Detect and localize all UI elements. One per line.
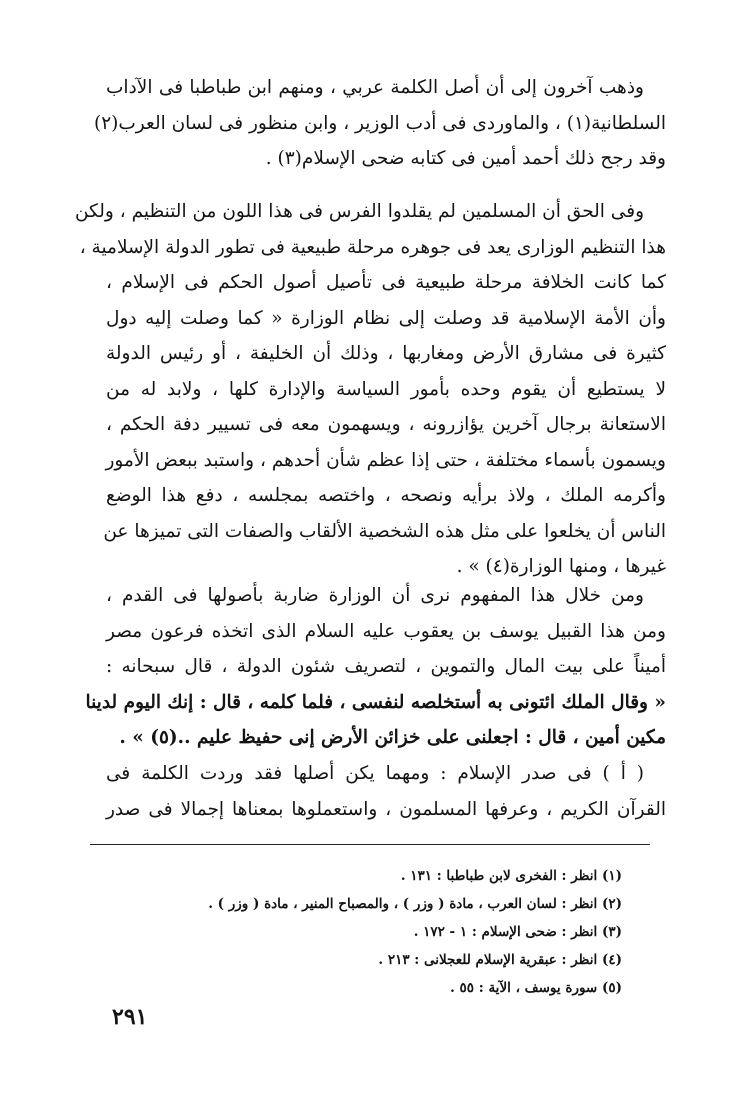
text-line: الناس أن يخلعوا على مثل هذه الشخصية الألقاب والصفات التى تميزها عن <box>103 520 666 542</box>
page-number: ٢٩١ <box>112 1004 148 1030</box>
text-line: لا يستطيع أن يقوم وحده بأمور السياسة والإدارة كلها ، ولابد له من <box>106 378 666 400</box>
text-line: ويسمون بأسماء مختلفة ، حتى إذا عظم شأن أحدهم ، واستبد ببعض الأمور <box>105 449 666 471</box>
text-line: الاستعانة برجال آخرين يؤازرونه ، ويسهمون معه فى تسيير دفة الحكم ، <box>106 414 666 435</box>
paragraph-yusuf-story <box>85 578 666 756</box>
text-line: هذا التنظيم الوزارى يعد فى جوهره مرحلة طبيعية فى تطور الدولة الإسلامية ، <box>79 236 666 258</box>
footnotes <box>102 862 622 1002</box>
text-line: وأن الأمة الإسلامية قد وصلت إلى نظام الوزارة « كما وصلت إليه دول <box>106 307 666 329</box>
paragraph-origin-arabic <box>94 70 666 177</box>
footnote: (٥) سورة يوسف ، الآية : ٥٥ . <box>450 980 622 996</box>
text-line: وأكرمه الملك ، ولاذ برأيه ونصحه ، واختصه بمجلسه ، دفع هذا الوضع <box>106 485 666 506</box>
text-line: وفى الحق أن المسلمين لم يقلدوا الفرس فى هذا اللون من التنظيم ، ولكن <box>74 201 644 222</box>
text-line: السلطانية(١) ، والماوردى فى أدب الوزير ، وابن منظور فى لسان العرب(٢) <box>94 112 666 134</box>
quran-quote-line: مكين أمين ، قال : اجعلنى على خزائن الأرض إنى حفيظ عليم ..(٥) » . <box>119 727 666 748</box>
text-line: أميناً على بيت المال والتموين ، لتصريف شئون الدولة ، قال سبحانه : <box>106 656 666 677</box>
footnote: (٣) انظر : ضحى الإسلام : ١ - ١٧٢ . <box>413 924 622 940</box>
paragraph-natural-stage <box>74 194 666 585</box>
text-line: غيرها ، ومنها الوزارة(٤) » . <box>456 556 666 577</box>
text-line: وقد رجح ذلك أحمد أمين فى كتابه ضحى الإسلام(٣) . <box>265 148 666 169</box>
paragraph-early-islam <box>106 756 666 827</box>
text-line: وذهب آخرون إلى أن أصل الكلمة عربي ، ومنهم ابن طباطبا فى الآداب <box>106 77 644 98</box>
section-heading-line: ( أ ) فى صدر الإسلام : ومهما يكن أصلها فقد وردت الكلمة فى <box>106 763 644 784</box>
text-line: كثيرة فى مشارق الأرض ومغاربها ، وذلك أن الخليفة ، أو رئيس الدولة <box>106 343 666 364</box>
text-line: ومن خلال هذا المفهوم نرى أن الوزارة ضاربة بأصولها فى القدم ، <box>106 585 644 606</box>
footnote-divider <box>90 844 650 845</box>
text-line: القرآن الكريم ، وعرفها المسلمون ، واستعملوها بمعناها إجمالا فى صدر <box>106 798 666 820</box>
text-line: ومن هذا القبيل يوسف بن يعقوب عليه السلام الذى اتخذه فرعون مصر <box>106 620 666 642</box>
footnote: (٤) انظر : عبقرية الإسلام للعجلانى : ٢١٣ . <box>378 952 622 968</box>
text-line: كما كانت الخلافة مرحلة طبيعية فى تأصيل أصول الحكم فى الإسلام ، <box>106 272 666 293</box>
footnote: (٢) انظر : لسان العرب ، مادة ( وزر ) ، والمصباح المنير ، مادة ( وزر ) . <box>208 896 622 912</box>
footnote: (١) انظر : الفخرى لابن طباطبا : ١٣١ . <box>400 868 622 884</box>
quran-quote-line: « وقال الملك ائتونى به أستخلصه لنفسى ، فلما كلمه ، قال : إنك اليوم لدينا <box>85 691 666 713</box>
